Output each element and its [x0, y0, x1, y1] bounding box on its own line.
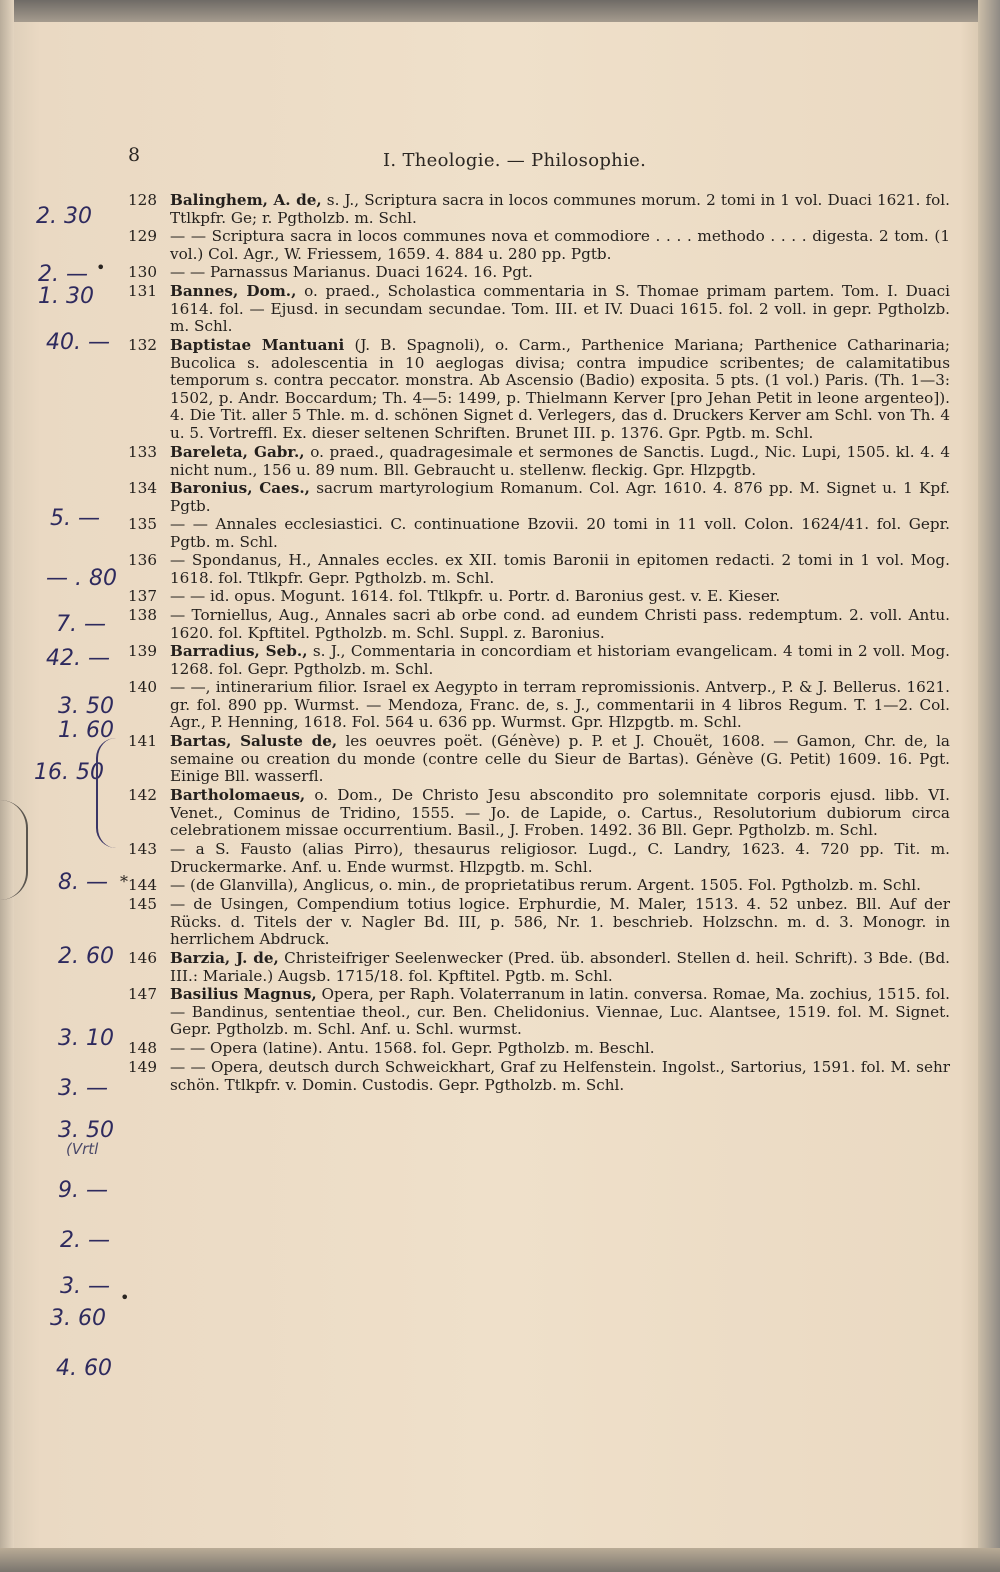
handwritten-price: 2. —: [60, 1228, 110, 1253]
entry-description: Christeifriger Seelenwecker (Pred. üb. absonderl. Stellen d. heil. Schrift). 3 Bde. (Bd. III.: Mariale.) Augsb. 1715/18. fol. Kpftitel. Pgtb. m. Schl.: [170, 949, 950, 985]
entry-number: 144: [128, 876, 157, 894]
catalog-entry: [128, 283, 950, 336]
entry-description: — — Parnassus Marianus. Duaci 1624. 16. Pgt.: [170, 263, 533, 281]
handwritten-price: 16. 50: [34, 760, 104, 785]
entry-text: [170, 679, 950, 732]
entry-description: o. praed., quadragesimale et sermones de Sanctis. Lugd., Nic. Lupi, 1505. kl. 4. 4 nicht num., 156 u. 89 num. Bll. Gebraucht u. stellenw. fleckig. Gpr. Hlzpgtb.: [170, 443, 950, 479]
entry-text: [170, 1040, 950, 1058]
catalog-entry: [128, 444, 950, 479]
entry-description: sacrum martyrologium Romanum. Col. Agr. 1610. 4. 876 pp. M. Signet u. 1 Kpf. Pgtb.: [170, 479, 950, 515]
handwritten-price: — . 80: [46, 566, 117, 591]
catalog-entry: [128, 841, 950, 876]
entry-number: 140: [128, 678, 157, 696]
entry-description: — de Usingen, Compendium totius logice. Erphurdie, M. Maler, 1513. 4. 52 unbez. Bll. Auf der Rücks. d. Titels der v. Nagler Bd. III, p. 586, Nr. 1. beschrieb. Holzschn. m. d. 3. Monogr. in herrlichem Abdruck.: [170, 895, 950, 949]
catalog-entry: [128, 264, 950, 282]
catalog-entry: [128, 192, 950, 227]
entry-description: — — Opera, deutsch durch Schweickhart, Graf zu Helfenstein. Ingolst., Sartorius, 1591. fol. M. sehr schön. Ttlkpfr. v. Domin. Custodis. Gepr. Pgtholzb. m. Schl.: [170, 1058, 950, 1094]
pencil-note: (Vrtl: [66, 1140, 99, 1158]
entry-text: [170, 283, 950, 336]
catalog-entry: [128, 516, 950, 551]
entry-text: [170, 733, 950, 786]
entry-text: [170, 877, 950, 895]
page-gutter: [0, 0, 14, 1572]
entry-author: Bareleta, Gabr.,: [170, 443, 305, 461]
entry-text: [170, 588, 950, 606]
entry-text: [170, 480, 950, 515]
page-number: 8: [128, 144, 141, 166]
handwritten-price: 3. 10: [58, 1026, 114, 1051]
catalog-entry: [128, 733, 950, 786]
handwritten-brace: [96, 738, 126, 848]
entry-description: — — id. opus. Mogunt. 1614. fol. Ttlkpfr. u. Portr. d. Baronius gest. v. E. Kieser.: [170, 587, 781, 605]
entry-text: [170, 607, 950, 642]
entry-description: s. J., Scriptura sacra in locos communes morum. 2 tomi in 1 vol. Duaci 1621. fol. Ttlkpfr. Ge; r. Pgtholzb. m. Schl.: [170, 191, 950, 227]
entry-author: Bannes, Dom.,: [170, 282, 297, 300]
entry-description: — Spondanus, H., Annales eccles. ex XII. tomis Baronii in epitomen redacti. 2 tomi in 1 vol. Mog. 1618. fol. Ttlkpfr. Gepr. Pgtholzb. m. Schl.: [170, 551, 950, 587]
entry-number: 148: [128, 1039, 157, 1057]
entry-description: les oeuvres poët. (Génève) p. P. et J. Chouët, 1608. — Gamon, Chr. de, la semaine ou creation du monde (contre celle du Sieur de Bartas). Génève (G. Petit) 1609. 16. Pgt. Einige Bll. wasserfl.: [170, 732, 950, 786]
entry-number: 141: [128, 732, 157, 750]
entry-text: [170, 337, 950, 443]
handwritten-price: 2. 30: [36, 204, 92, 229]
margin-asterisk-mark: *: [120, 872, 128, 891]
entry-text: [170, 787, 950, 840]
handwritten-price: 2. 60: [58, 944, 114, 969]
margin-bullet-mark: •: [120, 1288, 130, 1307]
entry-number: 134: [128, 479, 157, 497]
catalog-entry: [128, 1059, 950, 1094]
catalog-entry: [128, 228, 950, 263]
margin-dot-mark: •: [96, 258, 106, 277]
catalog-entry: [128, 480, 950, 515]
entry-description: s. J., Commentaria in concordiam et historiam evangelicam. 4 tomi in 2 voll. Mog. 1268. fol. Gepr. Pgtholzb. m. Schl.: [170, 642, 950, 678]
entry-number: 130: [128, 263, 157, 281]
entry-number: 136: [128, 551, 157, 569]
entry-description: — —, intinerarium filior. Israel ex Aegypto in terram repromissionis. Antverp., P. & J. Bellerus. 1621. gr. fol. 890 pp. Wurmst. — Mendoza, Franc. de, s. J., commentarii in 4 libros Regum. T. 1—2. Col. Agr., P. Henning, 1618. Fol. 564 u. 636 pp. Wurmst. Gpr. Hlzpgtb. m. Schl.: [170, 678, 950, 732]
entry-author: Balinghem, A. de,: [170, 191, 322, 209]
catalog-entry: [128, 337, 950, 443]
catalog-entry: [128, 787, 950, 840]
entry-number: 143: [128, 840, 157, 858]
entry-author: Barzia, J. de,: [170, 949, 279, 967]
entry-text: [170, 643, 950, 678]
scan-bottom-edge: [0, 1548, 1000, 1572]
entry-description: — Torniellus, Aug., Annales sacri ab orbe cond. ad eundem Christi pass. redemptum. 2. voll. Antu. 1620. fol. Kpftitel. Pgtholzb. m. Schl. Suppl. z. Baronius.: [170, 606, 950, 642]
entry-number: 139: [128, 642, 157, 660]
entry-description: — a S. Fausto (alias Pirro), thesaurus religiosor. Lugd., C. Landry, 1623. 4. 720 pp. Tit. m. Druckermarke. Anf. u. Ende wurmst. Hlzpgtb. m. Schl.: [170, 840, 950, 876]
entry-number: 129: [128, 227, 157, 245]
catalog-entry: [128, 607, 950, 642]
entry-number: 149: [128, 1058, 157, 1076]
entry-number: 133: [128, 443, 157, 461]
entry-number: 132: [128, 336, 157, 354]
catalog-entry: [128, 877, 950, 895]
entry-author: Baptistae Mantuani: [170, 336, 345, 354]
handwritten-price: 5. —: [50, 506, 100, 531]
scan-top-edge: [0, 0, 1000, 22]
entry-text: [170, 986, 950, 1039]
running-title: I. Theologie. — Philosophie.: [383, 150, 647, 171]
entry-number: 131: [128, 282, 157, 300]
handwritten-price: 9. —: [58, 1178, 108, 1203]
handwritten-price: 8. —: [58, 870, 108, 895]
page-header: [128, 144, 948, 174]
entry-number: 147: [128, 985, 157, 1003]
entry-description: — — Opera (latine). Antu. 1568. fol. Gepr. Pgtholzb. m. Beschl.: [170, 1039, 655, 1057]
entry-description: — — Annales ecclesiastici. C. continuatione Bzovii. 20 tomi in 11 voll. Colon. 1624/41. fol. Gepr. Pgtb. m. Schl.: [170, 515, 950, 551]
entry-text: [170, 516, 950, 551]
entry-text: [170, 444, 950, 479]
entry-description: — (de Glanvilla), Anglicus, o. min., de proprietatibus rerum. Argent. 1505. Fol. Pgtholzb. m. Schl.: [170, 876, 921, 894]
handwritten-price: 40. —: [46, 330, 110, 355]
handwritten-price: 7. —: [56, 612, 106, 637]
catalog-entry: [128, 896, 950, 949]
entry-text: [170, 841, 950, 876]
handwritten-price: 4. 60: [56, 1356, 112, 1381]
handwritten-price: 3. —: [58, 1076, 108, 1101]
entry-author: Basilius Magnus,: [170, 985, 317, 1003]
handwritten-price: 3. —: [60, 1274, 110, 1299]
handwritten-price: 42. —: [46, 646, 110, 671]
handwritten-price: 1. 60: [58, 718, 114, 743]
entry-number: 145: [128, 895, 157, 913]
handwritten-price: 3. 60: [50, 1306, 106, 1331]
entry-author: Bartholomaeus,: [170, 786, 306, 804]
entry-text: [170, 264, 950, 282]
entry-author: Bartas, Saluste de,: [170, 732, 338, 750]
margin-bracket: [0, 800, 28, 900]
entry-number: 135: [128, 515, 157, 533]
catalog-entry: [128, 950, 950, 985]
entry-text: [170, 1059, 950, 1094]
catalog-entry: [128, 679, 950, 732]
entry-text: [170, 192, 950, 227]
entry-description: — — Scriptura sacra in locos communes nova et commodiore . . . . methodo . . . . digesta. 2 tom. (1 vol.) Col. Agr., W. Friessem, 1659. 4. 884 u. 280 pp. Pgtb.: [170, 227, 950, 263]
entry-description: o. Dom., De Christo Jesu abscondito pro solemnitate corporis ejusd. libb. VI. Venet., Cominus de Tridino, 1555. — Jo. de Lapide, o. Cartus., Resolutorium dubiorum circa celebrationem missae occurrentium. Basil., J. Froben. 1492. 36 Bll. Gepr. Pgtholzb. m. Schl.: [170, 786, 950, 840]
entry-text: [170, 950, 950, 985]
entry-number: 142: [128, 786, 157, 804]
entry-description: Opera, per Raph. Volaterranum in latin. conversa. Romae, Ma. zochius, 1515. fol. — Bandinus, sententiae theol., cur. Ben. Chelidonius. Viennae, Luc. Alantsee, 1519. fol. M. Signet. Gepr. Pgtholzb. m. Schl. Anf. u. Schl. wurmst.: [170, 985, 950, 1039]
entry-number: 146: [128, 949, 157, 967]
entry-description: o. praed., Scholastica commentaria in S. Thomae primam partem. Tom. I. Duaci 1614. fol. — Ejusd. in secundam secundae. Tom. III. et IV. Duaci 1615. fol. 2 voll. in gepr. Pgtholzb. m. Schl.: [170, 282, 950, 336]
entry-author: Barradius, Seb.,: [170, 642, 308, 660]
catalog-entry: [128, 588, 950, 606]
entry-number: 137: [128, 587, 157, 605]
catalog-entry: [128, 986, 950, 1039]
entry-number: 128: [128, 191, 157, 209]
entry-description: (J. B. Spagnoli), o. Carm., Parthenice Mariana; Parthenice Catharinaria; Bucolica s. adolescentia in 10 aeglogas divisa; contra impudice scribentes; de calamitatibus temporum s. contra peccator. monstra. Ab Ascensio (Badio) exposita. 5 pts. (1 vol.) Paris. (Th. 1—3: 1502, p. Andr. Boccardum; Th. 4—5: 1499, p. Thielmann Kerver [pro Jehan Petit in leone argenteo]). 4. Die Tit. aller 5 Thle. m. d. schönen Signet d. Verlegers, das d. Druckers Kerver am Schl. von Th. 4 u. 5. Vortreffl. Ex. dieser seltenen Schriften. Brunet III. p. 1376. Gpr. Pgtb. m. Schl.: [170, 336, 951, 442]
catalog-entry: [128, 552, 950, 587]
catalog-entry: [128, 1040, 950, 1058]
entry-text: [170, 552, 950, 587]
entry-text: [170, 228, 950, 263]
handwritten-price: 1. 30: [38, 284, 94, 309]
handwritten-price: 2. —: [38, 262, 88, 287]
entry-number: 138: [128, 606, 157, 624]
handwritten-price: 3. 50: [58, 694, 114, 719]
catalog-entry: [128, 643, 950, 678]
entry-text: [170, 896, 950, 949]
entry-author: Baronius, Caes.,: [170, 479, 310, 497]
handwritten-price: 3. 50: [58, 1118, 114, 1143]
page-right-edge: [978, 0, 1000, 1572]
